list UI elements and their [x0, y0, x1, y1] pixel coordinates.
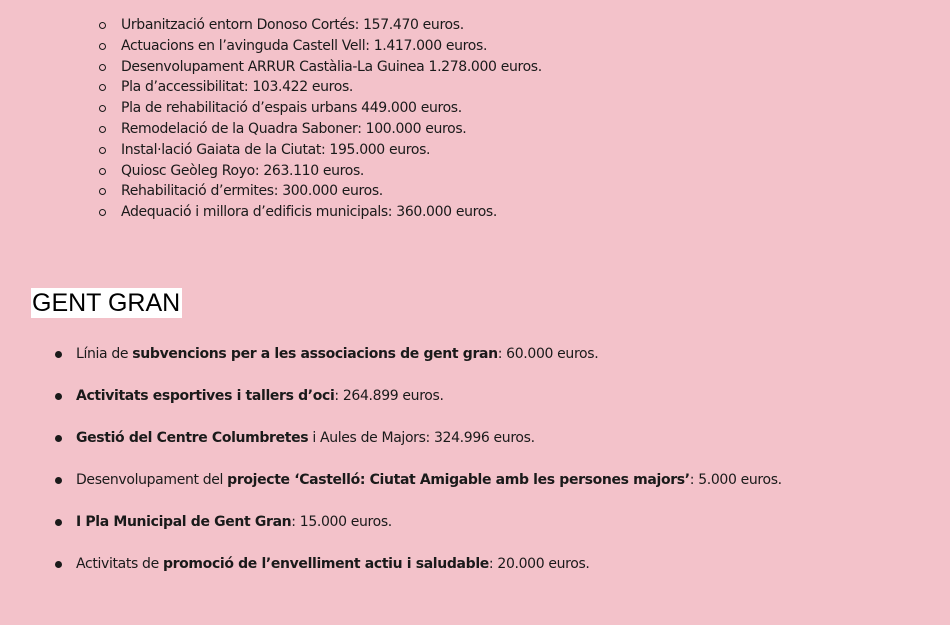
section-heading-gent-gran: GENT GRAN	[32, 289, 181, 317]
item-text-bold: Gestió del Centre Columbretes	[76, 430, 309, 446]
list-item	[96, 57, 542, 78]
list-item	[96, 119, 542, 140]
list-item-text: Remodelació de la Quadra Saboner: 100.000 euros.	[121, 120, 467, 137]
list-item-text: Pla d’accessibilitat: 103.422 euros.	[121, 79, 354, 96]
list-item	[96, 15, 542, 36]
item-text-bold: projecte ‘Castelló: Ciutat Amigable amb les persones majors’	[227, 472, 690, 488]
circle-bullet-icon	[99, 22, 106, 29]
list-item	[52, 470, 782, 512]
circle-bullet-icon	[99, 84, 106, 91]
circle-bullet-icon	[99, 43, 106, 50]
list-item	[52, 554, 782, 596]
item-text-bold: Activitats esportives i tallers d’oci	[76, 388, 335, 404]
list-item	[52, 386, 782, 428]
list-item-text: Desenvolupament ARRUR Castàlia-La Guinea 1.278.000 euros.	[121, 58, 542, 75]
disc-bullet-icon	[55, 519, 62, 526]
circle-bullet-icon	[99, 105, 106, 112]
disc-bullet-icon	[55, 561, 62, 568]
item-text-bold: subvencions per a les associacions de gent gran	[132, 346, 498, 362]
list-item	[96, 181, 542, 202]
circle-bullet-icon	[99, 188, 106, 195]
circle-bullet-icon	[99, 147, 106, 154]
item-text-bold: promoció de l’envelliment actiu i saludable	[162, 556, 489, 572]
list-item-text: Rehabilitació d’ermites: 300.000 euros.	[121, 183, 383, 200]
item-text-post: : 20.000 euros.	[488, 556, 590, 572]
item-text-pre: Línia de	[76, 346, 133, 362]
list-item	[52, 512, 782, 554]
list-item-text: Instal·lació Gaiata de la Ciutat: 195.000 euros.	[121, 141, 431, 158]
list-item	[96, 161, 542, 182]
item-text-pre: Activitats de	[76, 556, 163, 572]
disc-bullet-icon	[55, 351, 62, 358]
gent-gran-list	[52, 344, 782, 596]
item-text-post: : 60.000 euros.	[497, 346, 599, 362]
circle-bullet-icon	[99, 126, 106, 133]
investment-sublist	[96, 15, 542, 223]
list-item	[52, 428, 782, 470]
item-text-bold: I Pla Municipal de Gent Gran	[76, 514, 292, 530]
list-item	[96, 202, 542, 223]
list-item-text: Pla de rehabilitació d’espais urbans 449.000 euros.	[121, 100, 462, 117]
item-text-post: i Aules de Majors: 324.996 euros.	[308, 430, 535, 446]
disc-bullet-icon	[55, 477, 62, 484]
item-text-pre: Desenvolupament del	[76, 472, 228, 488]
list-item	[52, 344, 782, 386]
list-item-text: Adequació i millora d’edificis municipals: 360.000 euros.	[121, 204, 497, 221]
list-item	[96, 98, 542, 119]
list-item-text: Quiosc Geòleg Royo: 263.110 euros.	[121, 162, 365, 179]
item-text-post: : 264.899 euros.	[334, 388, 444, 404]
circle-bullet-icon	[99, 168, 106, 175]
item-text-post: : 15.000 euros.	[291, 514, 392, 530]
disc-bullet-icon	[55, 393, 62, 400]
disc-bullet-icon	[55, 435, 62, 442]
item-text-post: : 5.000 euros.	[689, 472, 782, 488]
circle-bullet-icon	[99, 64, 106, 71]
list-item-text: Actuacions en l’avinguda Castell Vell: 1.417.000 euros.	[121, 37, 488, 54]
list-item-text: Urbanització entorn Donoso Cortés: 157.470 euros.	[121, 17, 464, 33]
list-item	[96, 36, 542, 57]
list-item	[96, 140, 542, 161]
circle-bullet-icon	[99, 209, 106, 216]
list-item	[96, 77, 542, 98]
